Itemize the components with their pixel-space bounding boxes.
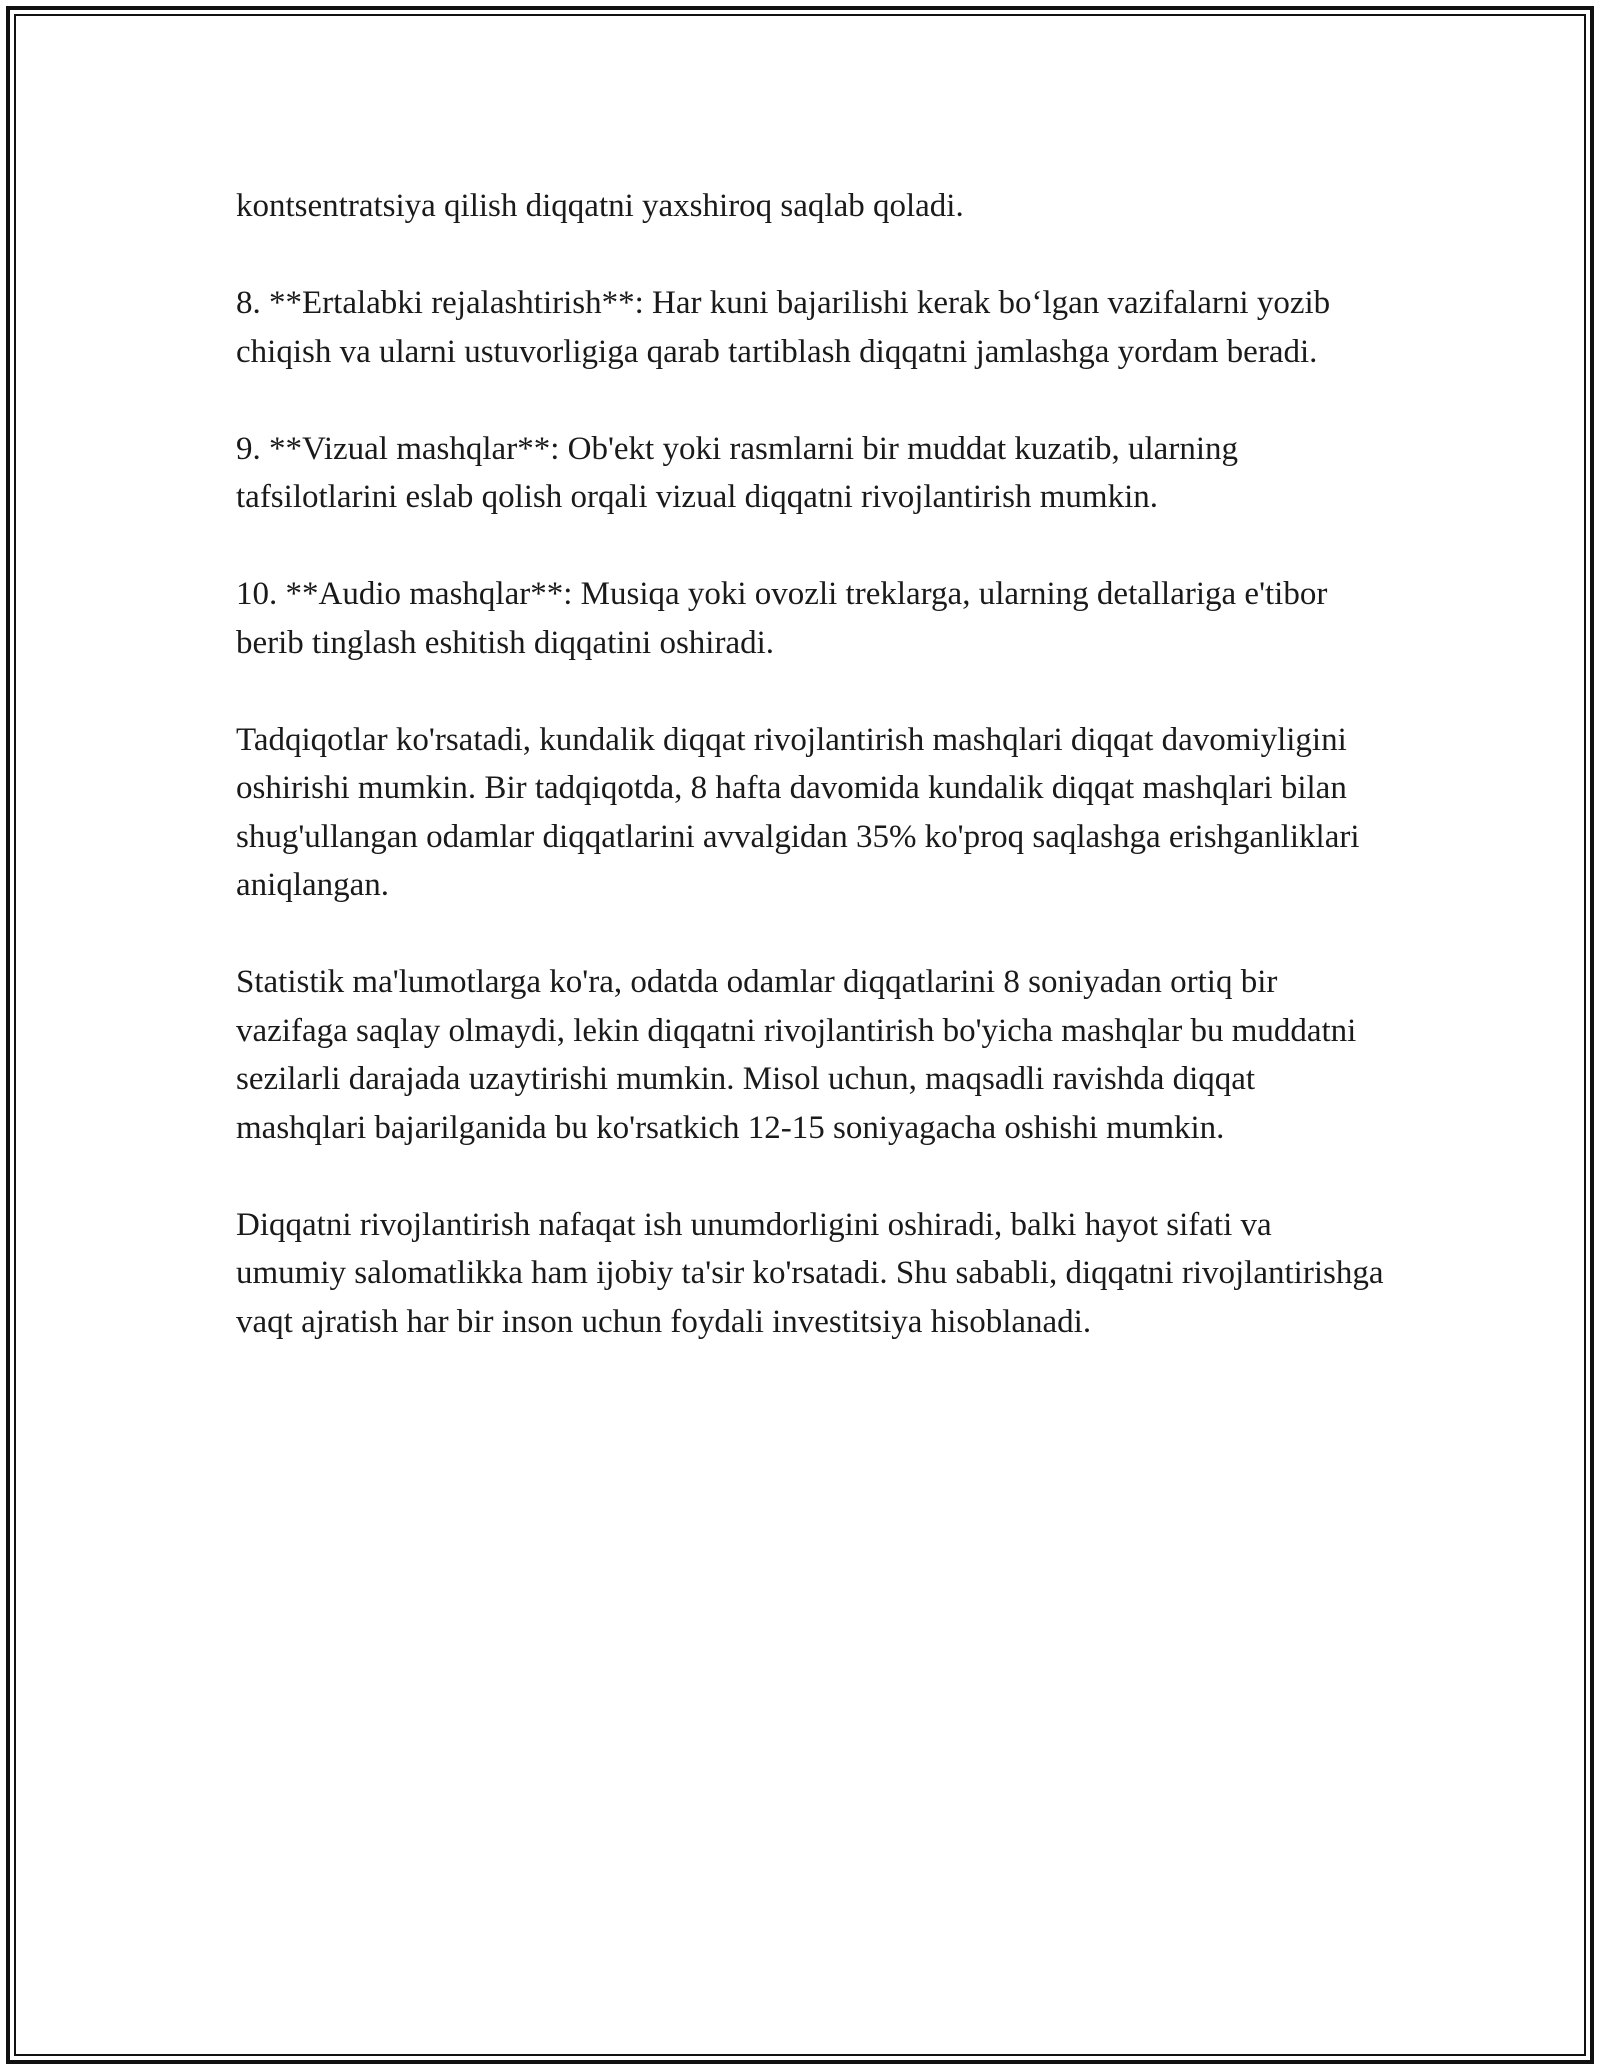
paragraph-continuation: kontsentratsiya qilish diqqatni yaxshiroq saqlab qoladi.: [236, 188, 964, 224]
list-item-10: 10. **Audio mashqlar**: Musiqa yoki ovozli treklarga, ularning detallariga e'tibor berib tinglash eshitish diqqatini oshiradi.: [236, 576, 1328, 661]
list-item-8: 8. **Ertalabki rejalashtirish**: Har kuni bajarilishi kerak bo‘lgan vazifalarni yozib chiqish va ularni ustuvorligiga qarab tartiblash diqqatni jamlashga yordam beradi.: [236, 285, 1331, 370]
document-body: [236, 182, 1386, 1395]
list-item-9: 9. **Vizual mashqlar**: Ob'ekt yoki rasmlarni bir muddat kuzatib, ularning tafsilotlarini eslab qolish orqali vizual diqqatni rivojlantirish mumkin.: [236, 430, 1238, 515]
paragraph-research: Tadqiqotlar ko'rsatadi, kundalik diqqat rivojlantirish mashqlari diqqat davomiyligini oshirishi mumkin. Bir tadqiqotda, 8 hafta davomida kundalik diqqat mashqlari bilan shug'ullangan odamlar diqqatlarini avvalgidan 35% ko'proq saqlashga erishganliklari aniqlangan.: [236, 721, 1360, 903]
paragraph-conclusion: Diqqatni rivojlantirish nafaqat ish unumdorligini oshiradi, balki hayot sifati va umumiy salomatlikka ham ijobiy ta'sir ko'rsatadi. Shu sababli, diqqatni rivojlantirishga vaqt ajratish har bir inson uchun foydali investitsiya hisoblanadi.: [236, 1206, 1384, 1340]
paragraph-statistics: Statistik ma'lumotlarga ko'ra, odatda odamlar diqqatlarini 8 soniyadan ortiq bir vazifaga saqlay olmaydi, lekin diqqatni rivojlantirish bo'yicha mashqlar bu muddatni sezilarli darajada uzaytirishi mumkin. Misol uchun, maqsadli ravishda diqqat mashqlari bajarilganida bu ko'rsatkich 12-15 soniyagacha oshishi mumkin.: [236, 964, 1357, 1146]
